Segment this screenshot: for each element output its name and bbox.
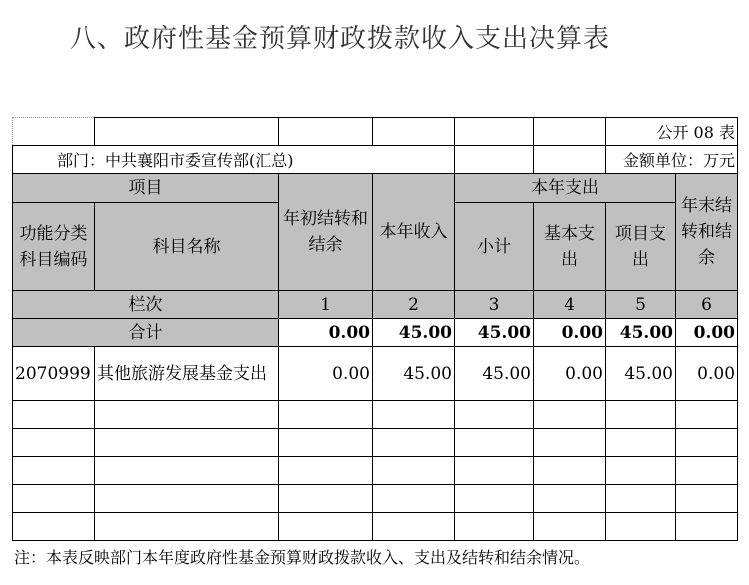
row-value: 45.00 — [373, 347, 455, 401]
total-value: 0.00 — [534, 319, 606, 347]
header-income: 本年收入 — [373, 174, 455, 291]
form-code: 公开 08 表 — [606, 118, 738, 146]
row-name: 其他旅游发展基金支出 — [95, 347, 279, 401]
col-num: 4 — [534, 291, 606, 319]
col-num: 3 — [455, 291, 534, 319]
header-column-no: 栏次 — [13, 291, 279, 319]
row-value: 0.00 — [676, 347, 738, 401]
empty-row — [13, 429, 738, 457]
header-begin-balance: 年初结转和结余 — [279, 174, 373, 291]
total-value: 45.00 — [606, 319, 676, 347]
header-expense: 本年支出 — [455, 174, 676, 203]
header-func-code: 功能分类科目编码 — [13, 203, 95, 291]
col-num: 1 — [279, 291, 373, 319]
table-row — [13, 347, 738, 401]
settlement-table — [12, 117, 738, 541]
row-value: 45.00 — [606, 347, 676, 401]
unit-label: 金额单位：万元 — [606, 146, 738, 174]
header-subject-name: 科目名称 — [95, 203, 279, 291]
footnote: 注：本表反映部门本年度政府性基金预算财政拨款收入、支出及结转和结余情况。 — [14, 548, 591, 567]
row-value: 0.00 — [534, 347, 606, 401]
total-value: 0.00 — [676, 319, 738, 347]
header-basic: 基本支出 — [534, 203, 606, 291]
row-code: 2070999 — [13, 347, 95, 401]
header-item: 项目 — [13, 174, 279, 203]
page-title: 八、政府性基金预算财政拨款收入支出决算表 — [70, 24, 611, 54]
empty-row — [13, 513, 738, 541]
total-row — [13, 319, 738, 347]
total-value: 0.00 — [279, 319, 373, 347]
total-label: 合计 — [13, 319, 279, 347]
header-project: 项目支出 — [606, 203, 676, 291]
empty-row — [13, 401, 738, 429]
header-subtotal: 小计 — [455, 203, 534, 291]
empty-row — [13, 457, 738, 485]
department-label: 部门：中共襄阳市委宣传部(汇总) — [13, 146, 455, 174]
row-value: 0.00 — [279, 347, 373, 401]
row-value: 45.00 — [455, 347, 534, 401]
header-end-balance: 年末结转和结余 — [676, 174, 738, 291]
empty-row — [13, 485, 738, 513]
col-num: 6 — [676, 291, 738, 319]
total-value: 45.00 — [373, 319, 455, 347]
col-num: 2 — [373, 291, 455, 319]
total-value: 45.00 — [455, 319, 534, 347]
col-num: 5 — [606, 291, 676, 319]
